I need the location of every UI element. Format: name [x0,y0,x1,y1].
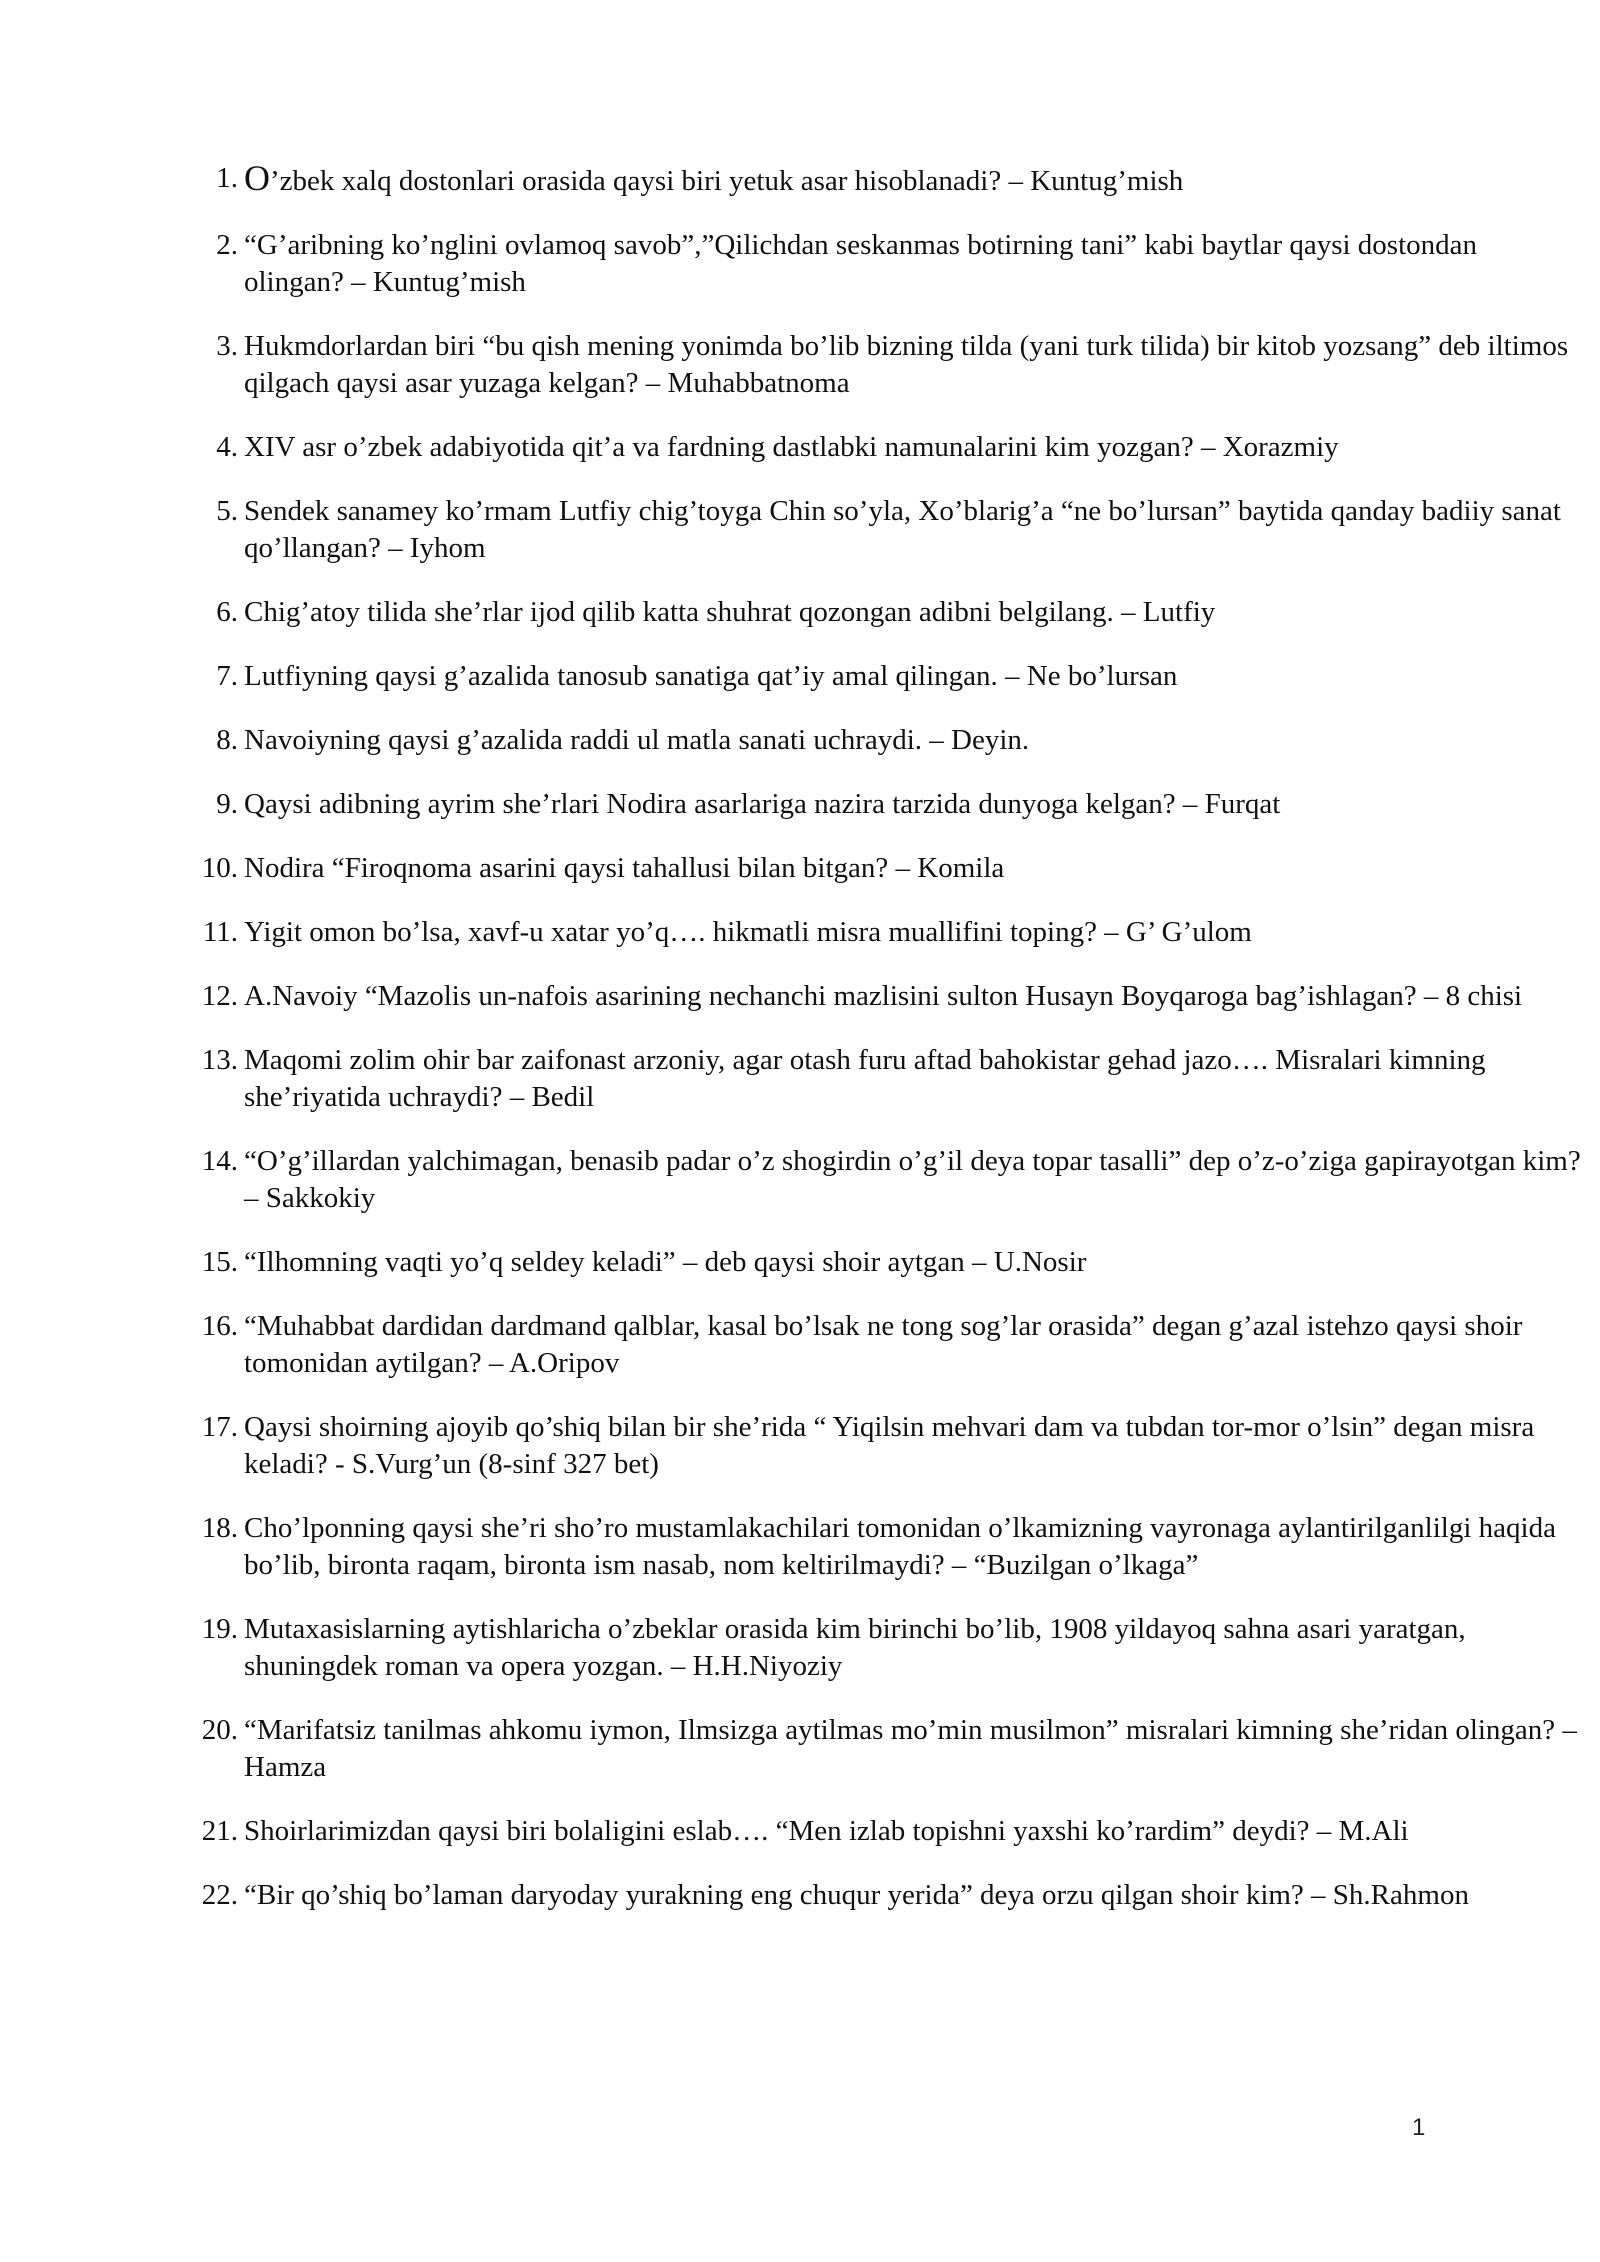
item-text: Sendek sanamey ko’rmam Lutfiy chig’toyga Chin so’yla, Xo’blarig’a “ne bo’lursan” baytida qanday badiiy sanat qo’llangan? – Iyhom [244,495,1561,564]
item-number: 21. [201,1815,238,1847]
item-number: 12. [201,980,238,1012]
list-item [192,1813,1582,1850]
list-item [192,160,1582,200]
list-item [192,978,1582,1015]
item-text: “Muhabbat dardidan dardmand qalblar, kasal bo’lsak ne tong sog’lar orasida” degan g’azal istehzo qaysi shoir tomonidan aytilgan? – A.Oripov [244,1310,1523,1379]
item-text: Hukmdorlardan biri “bu qish mening yonimda bo’lib bizning tilda (yani turk tilida) bir kitob yozsang” deb iltimos qilgach qaysi asar yuzaga kelgan? – Muhabbatnoma [244,330,1569,399]
item-number: 3. [216,330,238,362]
item-number: 20. [201,1714,238,1746]
item-number: 11. [202,916,238,948]
list-item [192,722,1582,759]
item-text [244,158,1184,198]
item-text: “O’g’illardan yalchimagan, benasib padar o’z shogirdin o’g’il deya topar tasalli” dep o’z-o’ziga gapirayotgan kim? – Sakkokiy [244,1145,1581,1214]
item-text: “Marifatsiz tanilmas ahkomu iymon, Ilmsizga aytilmas mo’min musilmon” misralari kimning she’ridan olingan? – Hamza [244,1714,1577,1783]
item-text: “Bir qo’shiq bo’laman daryoday yurakning eng chuqur yerida” deya orzu qilgan shoir kim? – Sh.Rahmon [244,1879,1469,1911]
item-text: Lutfiyning qaysi g’azalida tanosub sanatiga qat’iy amal qilingan. – Ne bo’lursan [244,660,1178,692]
list-item [192,1712,1582,1786]
item-number: 9. [216,788,238,820]
item-number: 13. [201,1044,238,1076]
list-item [192,328,1582,402]
item-number: 17. [201,1411,238,1443]
question-list [192,160,1582,1941]
list-item [192,786,1582,823]
list-item [192,1877,1582,1914]
item-number: 22. [201,1879,238,1911]
list-item [192,1611,1582,1685]
list-item [192,493,1582,567]
item-text: Nodira “Firoqnoma asarini qaysi tahallusi bilan bitgan? – Komila [244,852,1005,884]
item-text: Shoirlarimizdan qaysi biri bolaligini eslab…. “Men izlab topishni yaxshi ko’rardim” deydi? – M.Ali [244,1815,1409,1847]
item-number: 7. [216,660,238,692]
item-text: Cho’lponning qaysi she’ri sho’ro mustamlakachilari tomonidan o’lkamizning vayronaga aylantirilganlilgi haqida bo’lib, bironta raqam, bironta ism nasab, nom keltirilmaydi? – “Buzilgan o’lkaga” [244,1512,1556,1581]
item-number: 19. [201,1613,238,1645]
item-number: 1. [216,162,238,194]
item-number: 6. [216,596,238,628]
item-number: 5. [216,495,238,527]
item-text: Chig’atoy tilida she’rlar ijod qilib katta shuhrat qozongan adibni belgilang. – Lutfiy [244,596,1216,628]
list-item [192,1510,1582,1584]
list-item [192,1308,1582,1382]
item-number: 18. [201,1512,238,1544]
item-text: Yigit omon bo’lsa, xavf-u xatar yo’q…. hikmatli misra muallifini toping? – G’ G’ulom [244,916,1252,948]
item-number: 8. [216,724,238,756]
list-item [192,1143,1582,1217]
item-text: Mutaxasislarning aytishlaricha o’zbeklar orasida kim birinchi bo’lib, 1908 yildayoq sahna asari yaratgan, shuningdek roman va opera yozgan. – H.H.Niyoziy [244,1613,1466,1682]
list-item [192,658,1582,695]
item-text: Qaysi shoirning ajoyib qo’shiq bilan bir she’rida “ Yiqilsin mehvari dam va tubdan tor-mor o’lsin” degan misra keladi? - S.Vurg’un (8-sinf 327 bet) [244,1411,1535,1480]
item-number: 4. [216,431,238,463]
item-text: Maqomi zolim ohir bar zaifonast arzoniy, agar otash furu aftad bahokistar gehad jazo…. Misralari kimning she’riyatida uchraydi? – Bedil [244,1044,1486,1113]
list-item [192,227,1582,301]
item-number: 15. [201,1246,238,1278]
item-text: “G’aribning ko’nglini ovlamoq savob”,”Qilichdan seskanmas botirning tani” kabi baytlar qaysi dostondan olingan? – Kuntug’mish [244,229,1478,298]
list-item [192,429,1582,466]
list-item [192,1409,1582,1483]
list-item [192,914,1582,951]
item-first-letter: O [244,158,270,198]
item-number: 16. [201,1310,238,1342]
item-number: 14. [201,1145,238,1177]
item-text: XIV asr o’zbek adabiyotida qit’a va fardning dastlabki namunalarini kim yozgan? – Xorazmiy [244,431,1339,463]
list-item [192,1244,1582,1281]
item-text-rest: ’zbek xalq dostonlari orasida qaysi biri yetuk asar hisoblanadi? – Kuntug’mish [270,165,1184,197]
list-item [192,850,1582,887]
page-number: 1 [1412,2114,1426,2141]
item-text: Qaysi adibning ayrim she’rlari Nodira asarlariga nazira tarzida dunyoga kelgan? – Furqat [244,788,1281,820]
item-number: 10. [201,852,238,884]
item-text: A.Navoiy “Mazolis un-nafois asarining nechanchi mazlisini sulton Husayn Boyqaroga bag’ishlagan? – 8 chisi [244,980,1523,1012]
list-item [192,594,1582,631]
list-item [192,1042,1582,1116]
item-text: “Ilhomning vaqti yo’q seldey keladi” – deb qaysi shoir aytgan – U.Nosir [244,1246,1087,1278]
item-number: 2. [216,229,238,261]
item-text: Navoiyning qaysi g’azalida raddi ul matla sanati uchraydi. – Deyin. [244,724,1030,756]
